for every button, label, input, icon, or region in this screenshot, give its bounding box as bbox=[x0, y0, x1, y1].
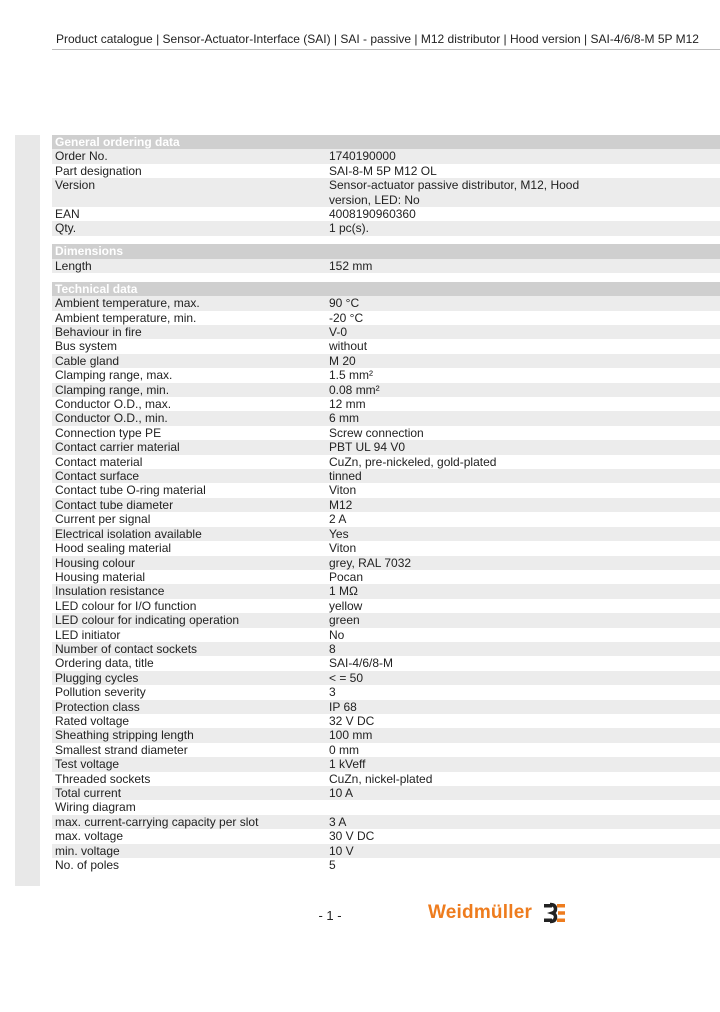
spec-label: Contact carrier material bbox=[55, 440, 180, 455]
spec-value: 0.08 mm² bbox=[329, 382, 380, 397]
spec-label: Part designation bbox=[55, 163, 142, 178]
spec-label: Conductor O.D., max. bbox=[55, 397, 172, 412]
breadcrumb: Product catalogue | Sensor-Actuator-Interface (SAI) | SAI - passive | M12 distributor | Hood version | SAI-4/6/8-M 5P M12 bbox=[56, 32, 699, 46]
spec-value: SAI-8-M 5P M12 OL bbox=[329, 163, 437, 178]
spec-value: 32 V DC bbox=[329, 713, 375, 728]
spec-label: Cable gland bbox=[55, 353, 120, 368]
spec-label: max. voltage bbox=[55, 829, 124, 844]
spec-row bbox=[52, 815, 720, 829]
spec-value: Sensor-actuator passive distributor, M12, Hood version, LED: No bbox=[329, 178, 580, 207]
spec-value: 1.5 mm² bbox=[329, 368, 374, 383]
spec-value: 90 °C bbox=[329, 296, 360, 311]
spec-value: V-0 bbox=[329, 325, 348, 340]
spec-label: Contact surface bbox=[55, 469, 140, 484]
spec-label: LED colour for I/O function bbox=[55, 598, 197, 613]
spec-label: Version bbox=[55, 178, 96, 193]
spec-value: without bbox=[329, 339, 368, 354]
spec-label: Clamping range, max. bbox=[55, 368, 173, 383]
spec-label: Plugging cycles bbox=[55, 670, 139, 685]
spec-row bbox=[52, 584, 720, 598]
spec-row bbox=[52, 149, 720, 163]
header-divider bbox=[52, 49, 720, 50]
spec-label: Order No. bbox=[55, 149, 108, 164]
spec-value: 1 kVeff bbox=[329, 757, 366, 772]
spec-row bbox=[52, 164, 720, 178]
spec-value: 0 mm bbox=[329, 742, 359, 757]
spec-label: Housing material bbox=[55, 569, 146, 584]
spec-value: PBT UL 94 V0 bbox=[329, 440, 406, 455]
spec-row bbox=[52, 527, 720, 541]
spec-row bbox=[52, 757, 720, 771]
spec-row bbox=[52, 628, 720, 642]
spec-value: M12 bbox=[329, 497, 353, 512]
spec-row bbox=[52, 426, 720, 440]
spec-value: M 20 bbox=[329, 353, 356, 368]
weidmuller-logo bbox=[428, 898, 566, 928]
spec-value: 1740190000 bbox=[329, 149, 396, 164]
spec-label: Contact material bbox=[55, 454, 143, 469]
spec-value: green bbox=[329, 613, 360, 628]
spec-row bbox=[52, 207, 720, 221]
weidmuller-mark-icon bbox=[540, 901, 566, 925]
spec-label: min. voltage bbox=[55, 843, 120, 858]
spec-row bbox=[52, 512, 720, 526]
spec-row bbox=[52, 483, 720, 497]
spec-row bbox=[52, 714, 720, 728]
spec-label: Number of contact sockets bbox=[55, 641, 198, 656]
spec-row bbox=[52, 613, 720, 627]
spec-row bbox=[52, 858, 720, 872]
spec-value: CuZn, pre-nickeled, gold-plated bbox=[329, 454, 497, 469]
spec-row bbox=[52, 259, 720, 273]
spec-label: Conductor O.D., min. bbox=[55, 411, 168, 426]
spec-row bbox=[52, 671, 720, 685]
spec-row bbox=[52, 469, 720, 483]
spec-label: Ordering data, title bbox=[55, 656, 154, 671]
spec-row bbox=[52, 786, 720, 800]
spec-value: 30 V DC bbox=[329, 829, 375, 844]
spec-row bbox=[52, 455, 720, 469]
spec-value: Viton bbox=[329, 541, 357, 556]
spec-value: 12 mm bbox=[329, 397, 366, 412]
spec-row bbox=[52, 599, 720, 613]
spec-row bbox=[52, 397, 720, 411]
spec-label: Wiring diagram bbox=[55, 800, 136, 815]
spec-row bbox=[52, 556, 720, 570]
spec-label: Housing colour bbox=[55, 555, 136, 570]
spec-value: No bbox=[329, 627, 345, 642]
spec-value: Pocan bbox=[329, 569, 364, 584]
spec-value: Yes bbox=[329, 526, 349, 541]
spec-row bbox=[52, 368, 720, 382]
spec-row bbox=[52, 656, 720, 670]
spec-row bbox=[52, 685, 720, 699]
spec-label: max. current-carrying capacity per slot bbox=[55, 814, 259, 829]
spec-label: Clamping range, min. bbox=[55, 382, 170, 397]
spec-label: Pollution severity bbox=[55, 685, 146, 700]
spec-value: 100 mm bbox=[329, 728, 373, 743]
spec-label: Insulation resistance bbox=[55, 584, 165, 599]
spec-value: 6 mm bbox=[329, 411, 359, 426]
spec-sections bbox=[52, 135, 720, 881]
spec-label: Smallest strand diameter bbox=[55, 742, 188, 757]
spec-value: 3 A bbox=[329, 814, 347, 829]
spec-value: 10 V bbox=[329, 843, 354, 858]
brand-name: Weidmüller bbox=[428, 902, 533, 923]
spec-value: tinned bbox=[329, 469, 362, 484]
spec-section bbox=[52, 282, 720, 873]
spec-label: Ambient temperature, max. bbox=[55, 296, 200, 311]
side-bar bbox=[15, 135, 40, 886]
spec-label: LED colour for indicating operation bbox=[55, 613, 240, 628]
spec-label: Hood sealing material bbox=[55, 541, 172, 556]
spec-value: CuZn, nickel-plated bbox=[329, 771, 433, 786]
spec-row bbox=[52, 844, 720, 858]
spec-value: 10 A bbox=[329, 786, 354, 801]
spec-value: 2 A bbox=[329, 512, 347, 527]
spec-label: Protection class bbox=[55, 699, 140, 714]
spec-row bbox=[52, 221, 720, 235]
spec-row bbox=[52, 570, 720, 584]
spec-value: yellow bbox=[329, 598, 363, 613]
spec-value: Screw connection bbox=[329, 425, 424, 440]
spec-row bbox=[52, 178, 720, 207]
spec-label: Threaded sockets bbox=[55, 771, 151, 786]
spec-label: Sheathing stripping length bbox=[55, 728, 194, 743]
spec-label: No. of poles bbox=[55, 858, 120, 873]
spec-row bbox=[52, 800, 720, 814]
spec-row bbox=[52, 354, 720, 368]
spec-value: < = 50 bbox=[329, 670, 364, 685]
spec-row bbox=[52, 743, 720, 757]
spec-label: Electrical isolation available bbox=[55, 526, 202, 541]
spec-label: Test voltage bbox=[55, 757, 120, 772]
spec-label: Bus system bbox=[55, 339, 118, 354]
spec-label: Qty. bbox=[55, 221, 77, 236]
spec-row bbox=[52, 772, 720, 786]
spec-value: IP 68 bbox=[329, 699, 357, 714]
spec-label: Contact tube O-ring material bbox=[55, 483, 206, 498]
spec-label: Connection type PE bbox=[55, 425, 162, 440]
spec-section bbox=[52, 244, 720, 273]
spec-label: Total current bbox=[55, 786, 122, 801]
spec-row bbox=[52, 440, 720, 454]
spec-value: 8 bbox=[329, 641, 336, 656]
spec-section bbox=[52, 135, 720, 236]
spec-label: Rated voltage bbox=[55, 713, 130, 728]
spec-label: Ambient temperature, min. bbox=[55, 310, 197, 325]
spec-value: grey, RAL 7032 bbox=[329, 555, 412, 570]
spec-value: 152 mm bbox=[329, 258, 373, 273]
spec-label: Contact tube diameter bbox=[55, 497, 174, 512]
spec-row bbox=[52, 296, 720, 310]
spec-value: -20 °C bbox=[329, 310, 364, 325]
spec-row bbox=[52, 325, 720, 339]
spec-label: Length bbox=[55, 258, 92, 273]
spec-value: 3 bbox=[329, 685, 336, 700]
spec-value: 4008190960360 bbox=[329, 207, 416, 222]
spec-value bbox=[329, 800, 601, 814]
spec-row bbox=[52, 541, 720, 555]
section-header: General ordering data bbox=[52, 135, 720, 149]
section-header: Technical data bbox=[52, 282, 720, 296]
spec-row bbox=[52, 383, 720, 397]
spec-label: EAN bbox=[55, 207, 80, 222]
spec-row bbox=[52, 700, 720, 714]
spec-row bbox=[52, 829, 720, 843]
spec-row bbox=[52, 311, 720, 325]
spec-label: LED initiator bbox=[55, 627, 121, 642]
section-header: Dimensions bbox=[52, 244, 720, 258]
spec-label: Current per signal bbox=[55, 512, 151, 527]
spec-value: 1 pc(s). bbox=[329, 221, 370, 236]
spec-value: Viton bbox=[329, 483, 357, 498]
page-number: - 1 - bbox=[318, 908, 342, 923]
spec-row bbox=[52, 728, 720, 742]
spec-label: Behaviour in fire bbox=[55, 325, 142, 340]
spec-row bbox=[52, 411, 720, 425]
spec-row bbox=[52, 642, 720, 656]
spec-value: 1 MΩ bbox=[329, 584, 358, 599]
spec-value: 5 bbox=[329, 858, 336, 873]
spec-value: SAI-4/6/8-M bbox=[329, 656, 394, 671]
spec-row bbox=[52, 498, 720, 512]
spec-row bbox=[52, 339, 720, 353]
